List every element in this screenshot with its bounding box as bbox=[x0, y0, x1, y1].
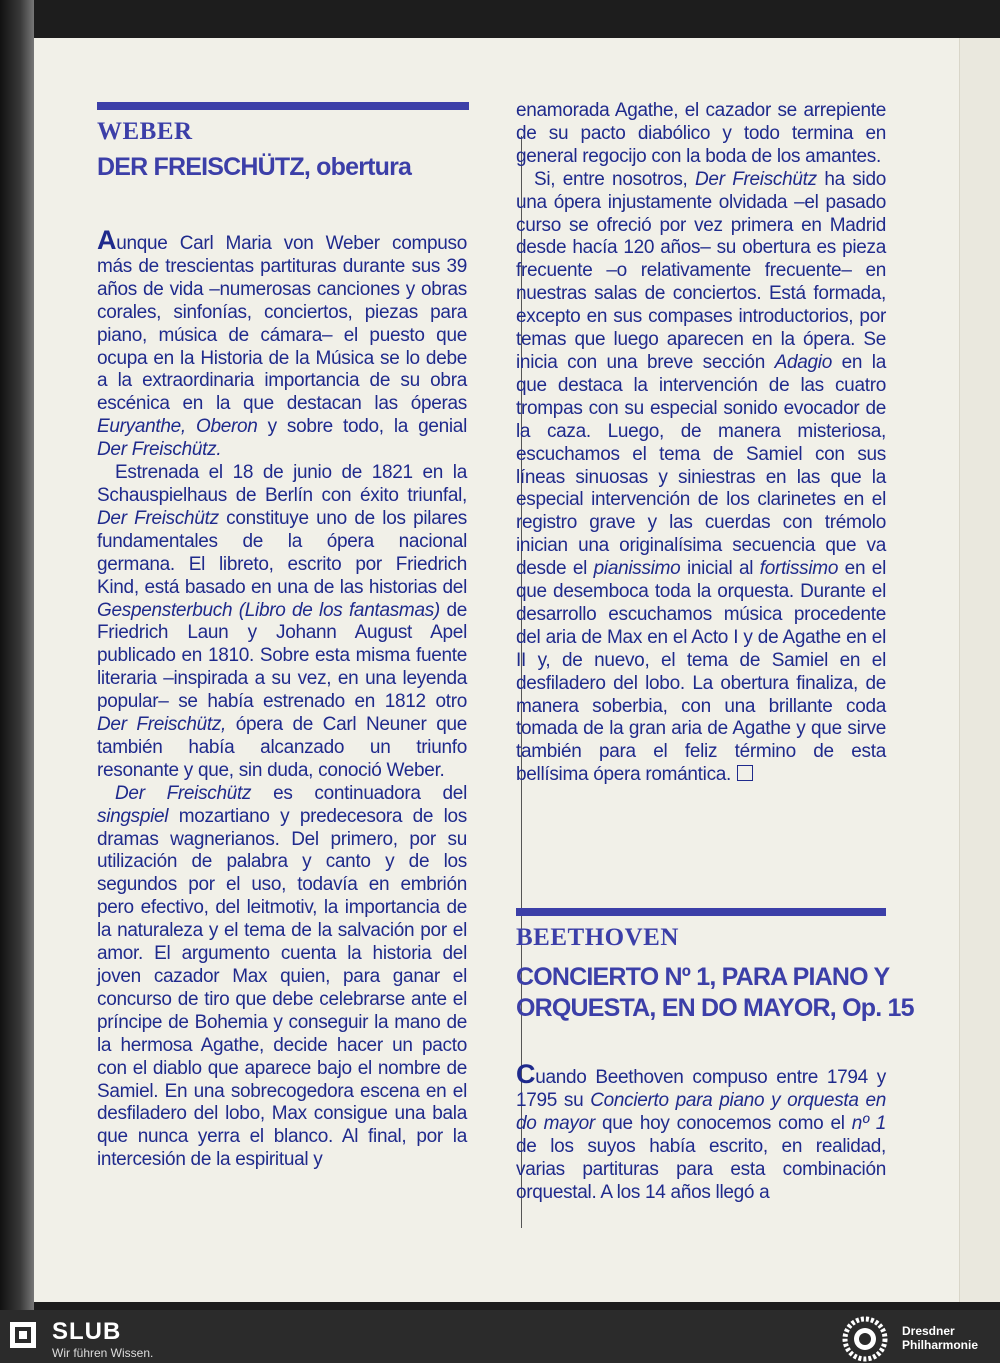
weber-paragraph-4 bbox=[516, 100, 886, 169]
text-run: constituye uno de los pilares fundamentales de la ópera nacional germana. El libreto, escrito por Friedrich Kind, está basado en una de las historias del bbox=[97, 507, 467, 598]
philharmonie-logo-icon bbox=[842, 1316, 888, 1362]
text-run: Estrenada el 18 de junio de 1821 en la Schauspielhaus de Berlín con éxito triunfal, bbox=[97, 462, 467, 506]
text-run: fortissimo bbox=[759, 558, 839, 580]
text-run: Euryanthe, Oberon bbox=[97, 416, 258, 438]
text-run: Der Freischütz bbox=[115, 782, 252, 804]
weber-composer-title: WEBER bbox=[97, 118, 193, 145]
library-tagline: Wir führen Wissen. bbox=[52, 1346, 154, 1360]
weber-column-left bbox=[97, 225, 467, 1172]
text-run: Concierto para piano y orquesta en do mayor bbox=[516, 1089, 886, 1134]
text-run: de los suyos había escrito, en realidad, varias partituras para esta combinación orquestal. A los 14 años llegó a bbox=[516, 1135, 886, 1203]
scan-edge-strip bbox=[0, 0, 34, 1310]
text-run: pianissimo bbox=[593, 558, 681, 580]
beethoven-column bbox=[516, 1059, 886, 1204]
weber-work-title: DER FREISCHÜTZ, obertura bbox=[97, 153, 412, 181]
slub-logo-icon bbox=[10, 1322, 36, 1348]
weber-header-rule bbox=[97, 102, 469, 110]
text-run: Der Freischütz bbox=[695, 168, 817, 190]
text-run: ha sido una ópera injustamente olvidada –el pasado curso se ofreció por vez primera en Madrid desde hacía 120 años– su obertura es pieza frecuente –o relativamente frecuente– en nuestras salas de conciertos. Está formada, excepto en sus compases introductorios, por temas que luego aparecen en la ópera. Se inicia con una breve sección bbox=[516, 168, 887, 373]
end-of-article-mark bbox=[737, 765, 753, 781]
partner-name-line-1: Dresdner bbox=[902, 1324, 955, 1338]
weber-paragraph-1 bbox=[97, 225, 467, 462]
text-run: unque Carl Maria von Weber compuso más de trescientas partituras durante sus 39 años de vida –numerosas canciones y obras corales, sinfonías, conciertos, piezas para piano, música de cámara– el puesto que ocupa en la Historia de la Música se lo debe a la extraordinaria importancia de su obra escénica en la que destacan las óperas bbox=[97, 233, 467, 415]
beethoven-work-title bbox=[516, 962, 914, 1024]
drop-cap: A bbox=[97, 225, 117, 255]
text-run: es continuadora del bbox=[251, 782, 467, 804]
text-run: Der Freischütz bbox=[97, 507, 219, 529]
text-run: enamorada Agathe, el cazador se arrepiente de su pacto diabólico y todo termina en general regocijo con la boda de los amantes. bbox=[516, 100, 886, 167]
library-name: SLUB bbox=[52, 1318, 122, 1345]
beethoven-composer-title: BEETHOVEN bbox=[516, 924, 679, 951]
page-edge bbox=[959, 38, 1000, 1302]
text-run: y sobre todo, la genial bbox=[257, 416, 467, 438]
beethoven-work-title-line-2: ORQUESTA, EN DO MAYOR, Op. 15 bbox=[516, 994, 914, 1022]
text-run: mozartiano y predecesora de los dramas wagnerianos. Del primero, por su utilización de palabra y canto y de los segundos por el uso, todavía en embrión pero efectivo, del leitmotiv, la importancia de la naturaleza y el tema de la salvación por el amor. El argumento cuenta la historia del joven cazador Max quien, para ganar el concurso de tiro que debe celebrarse ante el príncipe de Bohemia y conseguir la mano de la hermosa Agathe, decide hacer un pacto con el diablo que aparece bajo el nombre de Samiel. En una sobrecogedora escena en el desfiladero del lobo, Max consigue una bala que nunca yerra el blanco. Al final, por la intercesión de la espiritual y bbox=[97, 805, 467, 1171]
text-run: inicial al bbox=[680, 558, 760, 580]
text-run: Si, entre nosotros, bbox=[534, 168, 695, 190]
beethoven-paragraph-1 bbox=[516, 1059, 886, 1204]
program-page bbox=[34, 38, 1000, 1302]
text-run: en la que destaca la intervención de las cuatro trompas con su especial sonido evocador de la caza. Luego, de manera misteriosa, escuchamos el tema de Samiel con sus líneas sinuosas y siniestras en las que la especial intervención de los clarinetes en el registro grave y las cuerdas con trémolo inician una originalísima secuencia que va desde el bbox=[516, 351, 886, 580]
text-run: ópera de Carl Neuner que también había alcanzado un triunfo resonante y que, sin duda, conoció Weber. bbox=[97, 714, 467, 781]
beethoven-work-title-line-1: CONCIERTO Nº 1, PARA PIANO Y bbox=[516, 963, 890, 991]
partner-name bbox=[902, 1324, 978, 1352]
viewer-footer bbox=[0, 1310, 1000, 1363]
text-run: Gespensterbuch (Libro de los fantasmas) bbox=[97, 599, 440, 621]
text-run: Der Freischütz, bbox=[97, 714, 227, 736]
weber-paragraph-3 bbox=[97, 783, 467, 1172]
text-run: de Friedrich Laun y Johann August Apel publicado en 1810. Sobre esta misma fuente literaria –inspirada a su vez, en una leyenda popular– se había estrenado en 1812 otro bbox=[97, 599, 467, 713]
text-run: singspiel bbox=[97, 805, 169, 827]
partner-name-line-2: Philharmonie bbox=[902, 1338, 979, 1352]
beethoven-header-rule bbox=[516, 908, 886, 916]
text-run: Adagio bbox=[774, 351, 832, 373]
text-run: que hoy conocemos como el bbox=[594, 1112, 852, 1134]
drop-cap: C bbox=[516, 1059, 536, 1089]
weber-paragraph-5 bbox=[516, 169, 886, 787]
text-run: en el que desemboca toda la orquesta. Durante el desarrollo escuchamos música procedente del aria de Max en el Acto I y de Agathe en el II y, de nuevo, el tema de Samiel en el desfiladero del lobo. La obertura finaliza, de manera soberbia, con una brillante coda tomada de la gran aria de Agathe y que sirve también para el feliz término de esta bellísima ópera romántica. bbox=[516, 558, 886, 786]
weber-column-right bbox=[516, 100, 886, 787]
weber-paragraph-2 bbox=[97, 462, 467, 783]
text-run: Der Freischütz. bbox=[97, 439, 222, 461]
text-run: uando Beethoven compuso entre 1794 y 1795 su bbox=[516, 1067, 886, 1111]
text-run: nº 1 bbox=[851, 1112, 886, 1134]
